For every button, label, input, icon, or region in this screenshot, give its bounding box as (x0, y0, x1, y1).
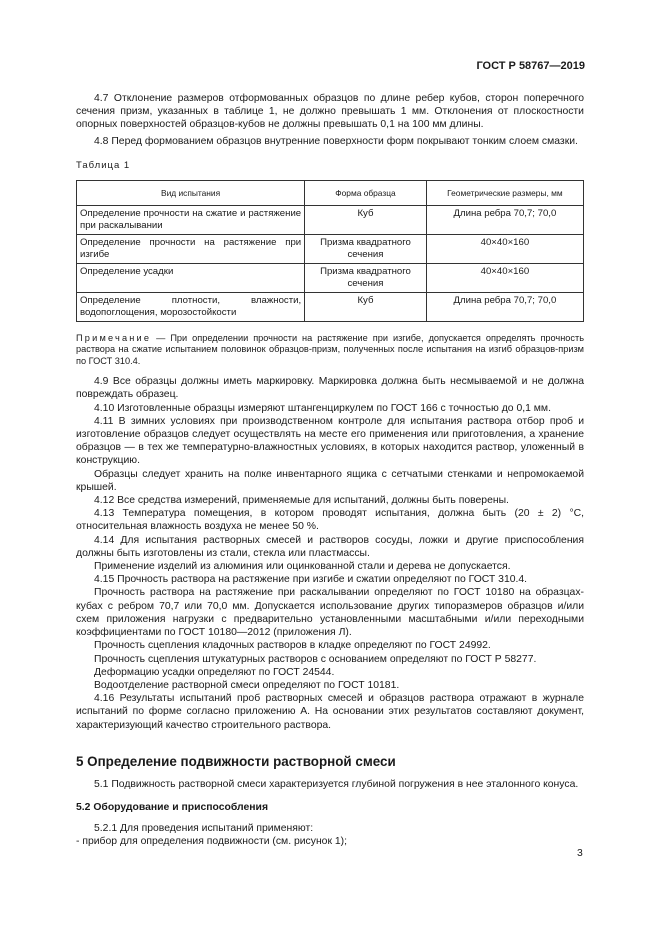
paragraph-4-15-shrinkage: Деформацию усадки определяют по ГОСТ 24544. (94, 666, 335, 678)
paragraph-5-2-1: 5.2.1 Для проведения испытаний применяют: (94, 822, 314, 834)
list-item-mobility-device: - прибор для определения подвижности (см. рисунок 1); (76, 836, 348, 848)
table-note (76, 333, 584, 367)
table-cell: Призма квадратного сечения (305, 264, 427, 293)
table-cell: Длина ребра 70,7; 70,0 (426, 293, 583, 322)
paragraph-4-15-bond-plaster: Прочность сцепления штукатурных растворов с основанием определяют по ГОСТ Р 58277. (94, 653, 537, 665)
table-cell: Определение усадки (77, 264, 305, 293)
paragraph-4-15-bond-masonry: Прочность сцепления кладочных растворов в кладке определяют по ГОСТ 24992. (94, 640, 491, 652)
document-header-id: ГОСТ Р 58767—2019 (476, 60, 585, 72)
table-caption: Таблица 1 (76, 159, 131, 171)
table-cell: Призма квадратного сечения (305, 235, 427, 264)
paragraph-4-7: 4.7 Отклонение размеров отформованных образцов по длине ребер кубов, сторон поперечного сечения призм, указанных в таблице 1, не должно превышать 1 мм. Отклонения от плоскостности опорных поверхностей образцов-кубов не должны превышать 0,1 на 100 мм длины. (76, 93, 584, 131)
table-cell: Определение прочности на сжатие и растяжение при раскалывании (77, 206, 305, 235)
table-row (77, 206, 584, 235)
paragraph-4-11: 4.11 В зимних условиях при производственном контроле для испытания раствора отбор проб и изготовление образцов следует осуществлять на месте его применения или приготовления, а хранение образцов — в тех же температурно-влажностных условиях, в которых находится раствор, уложенный в конструкцию. (76, 415, 584, 467)
paragraph-4-15-water-separation: Водоотделение растворной смеси определяют по ГОСТ 10181. (94, 679, 400, 691)
paragraph-4-15: 4.15 Прочность раствора на растяжение при изгибе и сжатии определяют по ГОСТ 310.4. (94, 574, 528, 586)
table-cell: Куб (305, 206, 427, 235)
table-cell: Длина ребра 70,7; 70,0 (426, 206, 583, 235)
note-text: — При определении прочности на растяжение при изгибе, допускается определять прочность раствора на сжатие испытанием половинок образцов-призм, полученных после испытания на изгиб образцов-призм по ГОСТ 310.4. (76, 333, 584, 366)
paragraph-4-14: 4.14 Для испытания растворных смесей и растворов сосуды, ложки и другие приспособления должны быть изготовлены из стали, стекла или пластмассы. (76, 534, 584, 559)
table-row (77, 293, 584, 322)
table-header-cell: Форма образца (305, 181, 427, 206)
paragraph-4-13: 4.13 Температура помещения, в котором проводят испытания, должна быть (20 ± 2) °С, относительная влажность воздуха не менее 50 %. (76, 508, 584, 533)
paragraph-4-14-restriction: Применение изделий из алюминия или оцинкованной стали и дерева не допускается. (94, 561, 511, 573)
section-5-2-heading: 5.2 Оборудование и приспособления (76, 801, 269, 813)
main-paragraphs (76, 375, 584, 731)
table-row (77, 264, 584, 293)
paragraph-4-9: 4.9 Все образцы должны иметь маркировку. Маркировка должна быть несмываемой и не должна повреждать образец. (76, 376, 584, 401)
paragraph-4-16: 4.16 Результаты испытаний проб растворных смесей и образцов раствора отражают в журнале испытаний по форме согласно приложению А. На основании этих результатов составляют документ, характеризующий качество строительного раствора. (76, 693, 584, 731)
paragraph-4-15-splitting: Прочность раствора на растяжение при раскалывании определяют по ГОСТ 10180 на образцах-кубах с ребром 70,7 или 70,0 мм. Допускается использование других типоразмеров образцов и/или схем приложения нагрузки с предварительно установленными масштабными и/или переходными коэффициентами по ГОСТ 10180—2012 (приложения Л). (76, 587, 584, 639)
section-5-heading: 5 Определение подвижности растворной смеси (76, 753, 396, 769)
paragraph-5-1: 5.1 Подвижность растворной смеси характеризуется глубиной погружения в нее эталонного конуса. (94, 778, 579, 790)
page-content (76, 92, 584, 848)
paragraph-4-12: 4.12 Все средства измерений, применяемые для испытаний, должны быть поверены. (94, 495, 509, 507)
table-header-cell: Геометрические размеры, мм (426, 181, 583, 206)
table-row (77, 235, 584, 264)
paragraph-4-11-storage: Образцы следует хранить на полке инвентарного ящика с сетчатыми стенками и непромокаемой крышей. (76, 468, 584, 493)
table-cell: Определение плотности, влажности, водопоглощения, морозостойкости (77, 293, 305, 322)
table-cell: Определение прочности на растяжение при изгибе (77, 235, 305, 264)
table-header-cell: Вид испытания (77, 181, 305, 206)
table-cell: Куб (305, 293, 427, 322)
table-cell: 40×40×160 (426, 264, 583, 293)
table-cell: 40×40×160 (426, 235, 583, 264)
paragraph-4-8: 4.8 Перед формованием образцов внутренние поверхности форм покрывают тонким слоем смазки. (94, 135, 578, 147)
note-label: Примечание (76, 333, 152, 344)
table-1 (76, 180, 584, 322)
table-header-row (77, 181, 584, 206)
page-number: 3 (577, 848, 583, 859)
paragraph-4-10: 4.10 Изготовленные образцы измеряют штангенциркулем по ГОСТ 166 с точностью до 0,1 мм. (94, 402, 551, 414)
